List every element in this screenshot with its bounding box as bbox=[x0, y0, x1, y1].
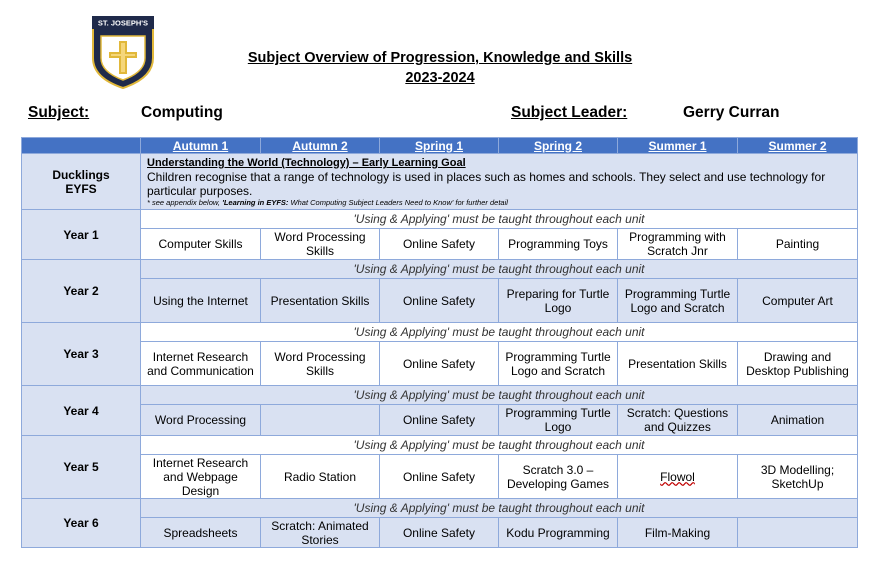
year-5-unit-autumn-1: Internet Research and Webpage Design bbox=[141, 455, 261, 499]
school-crest-logo bbox=[90, 14, 156, 90]
year-5-unit-summer-1 bbox=[618, 455, 738, 499]
year-6-units-row bbox=[22, 518, 858, 548]
year-1-unit-summer-1: Programming with Scratch Jnr bbox=[618, 229, 738, 260]
year-2-unit-spring-1: Online Safety bbox=[380, 279, 499, 323]
year-3-note-row bbox=[22, 323, 858, 342]
eyfs-appendix-note bbox=[147, 198, 851, 207]
year-3-unit-spring-2: Programming Turtle Logo and Scratch bbox=[499, 342, 618, 386]
document-year: 2023-2024 bbox=[405, 70, 475, 86]
document-title: Subject Overview of Progression, Knowledge and Skills bbox=[247, 50, 633, 66]
year-6-unit-summer-1: Film-Making bbox=[618, 518, 738, 548]
year-1-label: Year 1 bbox=[22, 210, 141, 260]
year-3-unit-autumn-1: Internet Research and Communication bbox=[141, 342, 261, 386]
year-2-units-row bbox=[22, 279, 858, 323]
year-5-note: 'Using & Applying' must be taught throughout each unit bbox=[141, 436, 858, 455]
year-4-unit-autumn-1: Word Processing bbox=[141, 405, 261, 436]
year-2-label: Year 2 bbox=[22, 260, 141, 323]
term-header-autumn-1: Autumn 1 bbox=[141, 138, 261, 154]
year-3-unit-spring-1: Online Safety bbox=[380, 342, 499, 386]
year-4-units-row bbox=[22, 405, 858, 436]
year-4-unit-spring-1: Online Safety bbox=[380, 405, 499, 436]
term-header-autumn-2: Autumn 2 bbox=[261, 138, 380, 154]
year-1-unit-autumn-2: Word Processing Skills bbox=[261, 229, 380, 260]
year-2-unit-autumn-2: Presentation Skills bbox=[261, 279, 380, 323]
year-4-note: 'Using & Applying' must be taught throughout each unit bbox=[141, 386, 858, 405]
year-6-unit-summer-2 bbox=[738, 518, 858, 548]
year-3-unit-summer-1: Presentation Skills bbox=[618, 342, 738, 386]
progression-table bbox=[21, 137, 858, 548]
year-1-unit-autumn-1: Computer Skills bbox=[141, 229, 261, 260]
year-4-unit-autumn-2 bbox=[261, 405, 380, 436]
year-4-label: Year 4 bbox=[22, 386, 141, 436]
year-2-note: 'Using & Applying' must be taught throughout each unit bbox=[141, 260, 858, 279]
year-6-label: Year 6 bbox=[22, 499, 141, 548]
year-4-unit-summer-2: Animation bbox=[738, 405, 858, 436]
eyfs-label-line2: EYFS bbox=[65, 181, 97, 196]
year-2-unit-spring-2: Preparing for Turtle Logo bbox=[499, 279, 618, 323]
year-1-note-row bbox=[22, 210, 858, 229]
year-5-unit-summer-1-text: Flowol bbox=[660, 469, 695, 484]
year-1-units-row bbox=[22, 229, 858, 260]
term-header-spring-1: Spring 1 bbox=[380, 138, 499, 154]
year-6-unit-spring-1: Online Safety bbox=[380, 518, 499, 548]
year-2-unit-autumn-1: Using the Internet bbox=[141, 279, 261, 323]
header-corner-cell bbox=[22, 138, 141, 154]
year-6-note-row bbox=[22, 499, 858, 518]
appendix-rest: What Computing Subject Leaders Need to Know' for further detail bbox=[288, 198, 508, 207]
subject-leader-label: Subject Leader: bbox=[511, 104, 628, 121]
year-3-unit-summer-2: Drawing and Desktop Publishing bbox=[738, 342, 858, 386]
year-3-units-row bbox=[22, 342, 858, 386]
year-3-unit-autumn-2: Word Processing Skills bbox=[261, 342, 380, 386]
appendix-bold: 'Learning in EYFS: bbox=[222, 198, 289, 207]
year-1-unit-spring-2: Programming Toys bbox=[499, 229, 618, 260]
appendix-pre: * see appendix below, bbox=[147, 198, 223, 207]
year-5-units-row bbox=[22, 455, 858, 499]
year-5-unit-autumn-2: Radio Station bbox=[261, 455, 380, 499]
eyfs-label-cell bbox=[22, 154, 141, 210]
year-2-unit-summer-1: Programming Turtle Logo and Scratch bbox=[618, 279, 738, 323]
eyfs-row bbox=[22, 154, 858, 210]
year-5-unit-summer-2: 3D Modelling; SketchUp bbox=[738, 455, 858, 499]
year-6-unit-autumn-2: Scratch: Animated Stories bbox=[261, 518, 380, 548]
year-5-label: Year 5 bbox=[22, 436, 141, 499]
crest-name-text: ST. JOSEPH'S bbox=[97, 18, 149, 28]
term-header-row bbox=[22, 138, 858, 154]
year-2-unit-summer-2: Computer Art bbox=[738, 279, 858, 323]
eyfs-label-line1: Ducklings bbox=[52, 167, 110, 182]
year-6-unit-spring-2: Kodu Programming bbox=[499, 518, 618, 548]
subject-value: Computing bbox=[141, 104, 223, 121]
year-1-unit-spring-1: Online Safety bbox=[380, 229, 499, 260]
term-header-spring-2: Spring 2 bbox=[499, 138, 618, 154]
subject-label: Subject: bbox=[28, 104, 90, 121]
year-3-label: Year 3 bbox=[22, 323, 141, 386]
eyfs-goal-text: Children recognise that a range of technology is used in places such as homes and schools. They select and use technology for particular purposes. bbox=[147, 170, 826, 198]
year-1-unit-summer-2: Painting bbox=[738, 229, 858, 260]
term-header-summer-1: Summer 1 bbox=[618, 138, 738, 154]
year-5-unit-spring-2: Scratch 3.0 – Developing Games bbox=[499, 455, 618, 499]
eyfs-description-cell bbox=[141, 154, 858, 210]
year-1-note: 'Using & Applying' must be taught throughout each unit bbox=[141, 210, 858, 229]
year-4-unit-summer-1: Scratch: Questions and Quizzes bbox=[618, 405, 738, 436]
year-3-note: 'Using & Applying' must be taught throughout each unit bbox=[141, 323, 858, 342]
subject-leader-value: Gerry Curran bbox=[683, 104, 780, 121]
year-2-note-row bbox=[22, 260, 858, 279]
year-4-unit-spring-2: Programming Turtle Logo bbox=[499, 405, 618, 436]
year-6-note: 'Using & Applying' must be taught throughout each unit bbox=[141, 499, 858, 518]
year-6-unit-autumn-1: Spreadsheets bbox=[141, 518, 261, 548]
year-5-note-row bbox=[22, 436, 858, 455]
eyfs-goal-heading: Understanding the World (Technology) – Early Learning Goal bbox=[147, 157, 466, 169]
term-header-summer-2: Summer 2 bbox=[738, 138, 858, 154]
year-4-note-row bbox=[22, 386, 858, 405]
year-5-unit-spring-1: Online Safety bbox=[380, 455, 499, 499]
